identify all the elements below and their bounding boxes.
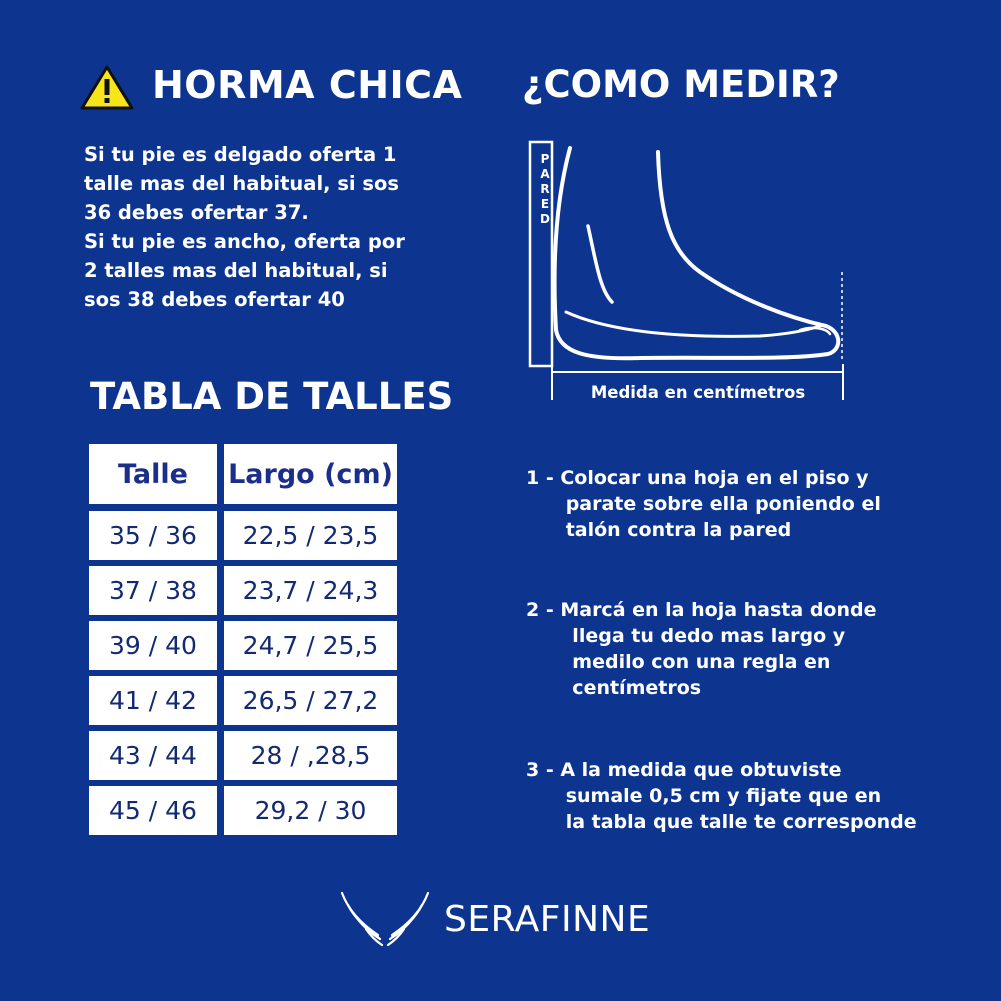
table-cell-largo: 26,5 / 27,2 [224, 676, 397, 725]
table-cell-talle: 45 / 46 [89, 786, 217, 835]
horma-chica-text [84, 140, 484, 314]
step-2 [526, 597, 876, 701]
table-cell-talle: 35 / 36 [89, 511, 217, 560]
table-cell-talle: 37 / 38 [89, 566, 217, 615]
step-line: parate sobre ella poniendo el [526, 493, 881, 515]
step-line: 3 - A la medida que obtuviste [526, 759, 842, 781]
brand-name: SERAFINNE [444, 899, 651, 940]
table-header-talle: Talle [89, 444, 217, 504]
table-cell-talle: 41 / 42 [89, 676, 217, 725]
como-medir-title: ¿COMO MEDIR? [522, 63, 840, 106]
table-header-largo: Largo (cm) [224, 444, 397, 504]
horma-line: 36 debes ofertar 37. [84, 201, 309, 224]
wall-label-letter: A [540, 167, 550, 181]
wall-label-letter: E [540, 197, 550, 211]
step-line: medilo con una regla en [526, 651, 831, 673]
horma-line: 2 talles mas del habitual, si [84, 259, 388, 282]
ankle-curve [588, 226, 612, 302]
table-cell-largo: 29,2 / 30 [224, 786, 397, 835]
wall-label-letter: D [540, 212, 550, 226]
step-line: 1 - Colocar una hoja en el piso y [526, 467, 869, 489]
step-line: centímetros [526, 677, 702, 699]
horma-line: talle mas del habitual, si sos [84, 172, 400, 195]
table-cell-talle: 39 / 40 [89, 621, 217, 670]
step-3 [526, 757, 917, 835]
foot-measure-diagram [520, 138, 850, 408]
table-cell-largo: 22,5 / 23,5 [224, 511, 397, 560]
arch-line [566, 312, 820, 336]
warning-icon [80, 64, 134, 110]
step-1 [526, 465, 881, 543]
horma-line: Si tu pie es ancho, oferta por [84, 230, 405, 253]
step-line: la tabla que talle te corresponde [526, 811, 917, 833]
tabla-de-talles-title: TABLA DE TALLES [90, 375, 454, 418]
wall-label-letter: R [540, 182, 550, 196]
step-line: sumale 0,5 cm y fijate que en [526, 785, 882, 807]
horma-line: sos 38 debes ofertar 40 [84, 288, 345, 311]
step-line: 2 - Marcá en la hoja hasta donde [526, 599, 877, 621]
foot-outline [555, 148, 839, 358]
table-cell-largo: 24,7 / 25,5 [224, 621, 397, 670]
table-cell-talle: 43 / 44 [89, 731, 217, 780]
table-cell-largo: 23,7 / 24,3 [224, 566, 397, 615]
step-line: talón contra la pared [526, 519, 792, 541]
measure-label: Medida en centímetros [590, 383, 806, 402]
table-cell-largo: 28 / ,28,5 [224, 731, 397, 780]
horma-chica-title: HORMA CHICA [152, 63, 463, 107]
step-line: llega tu dedo mas largo y [526, 625, 846, 647]
wall-label-letter: P [540, 152, 550, 166]
horma-line: Si tu pie es delgado oferta 1 [84, 143, 397, 166]
wings-logo-icon [338, 889, 432, 951]
